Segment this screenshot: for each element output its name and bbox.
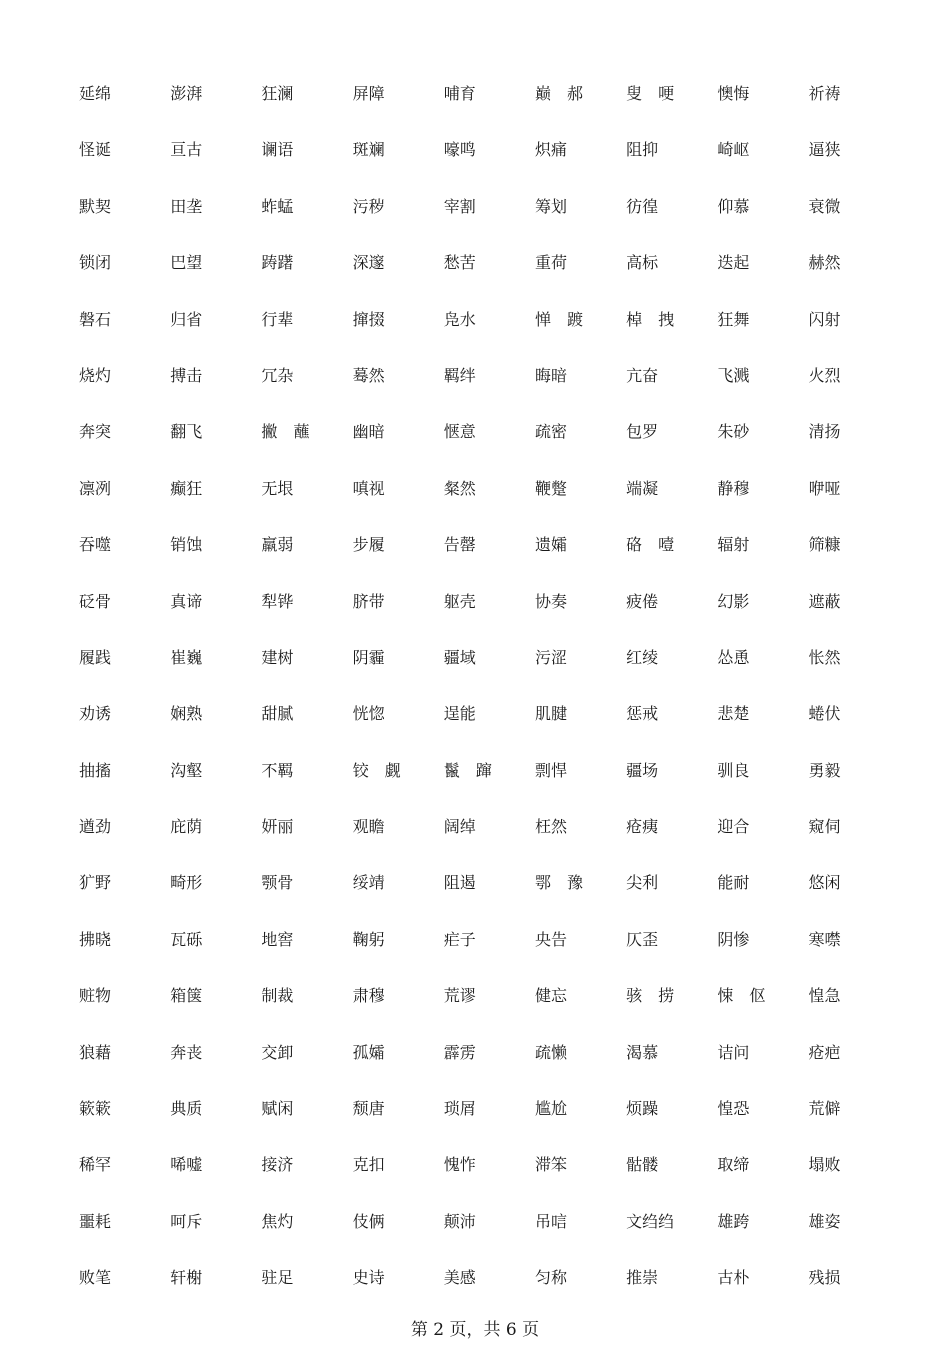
vocabulary-word: 诘问 (717, 1042, 750, 1062)
vocabulary-word: 巴望 (170, 253, 203, 273)
vocabulary-word: 嗔视 (352, 478, 385, 498)
vocabulary-word: 驯良 (717, 760, 750, 780)
vocabulary-word: 残损 (808, 1268, 841, 1288)
vocabulary-word: 伎俩 (352, 1211, 385, 1231)
vocabulary-word: 绥靖 (352, 873, 385, 893)
vocabulary-word: 飞溅 (717, 365, 750, 385)
vocabulary-word: 羁绊 (443, 365, 476, 385)
vocabulary-word: 颠沛 (443, 1211, 476, 1231)
vocabulary-word: 重荷 (534, 253, 567, 273)
vocabulary-word: 协奏 (534, 591, 567, 611)
vocabulary-word: 悠闲 (808, 873, 841, 893)
vocabulary-word: 崎岖 (717, 140, 750, 160)
vocabulary-word: 惶急 (808, 986, 841, 1006)
vocabulary-word: 赫然 (808, 253, 841, 273)
vocabulary-word: 疆场 (626, 760, 659, 780)
vocabulary-word: 锁闭 (79, 253, 112, 273)
vocabulary-word: 拂晓 (79, 929, 112, 949)
vocabulary-word: 亘古 (170, 140, 203, 160)
vocabulary-word: 冗杂 (261, 365, 294, 385)
vocabulary-word: 狂澜 (261, 84, 294, 103)
vocabulary-word: 取缔 (717, 1155, 750, 1175)
vocabulary-word: 污涩 (534, 647, 567, 667)
vocabulary-word: 沟壑 (170, 760, 203, 780)
vocabulary-word: 文绉绉 (626, 1211, 675, 1231)
vocabulary-word: 地窖 (261, 929, 294, 949)
vocabulary-word: 骷髅 (626, 1155, 659, 1175)
vocabulary-word: 美感 (443, 1268, 476, 1288)
vocabulary-word: 渴慕 (626, 1042, 659, 1062)
vocabulary-word: 琐屑 (443, 1099, 476, 1119)
vocabulary-word: 剽悍 (534, 760, 567, 780)
vocabulary-word: 鞠躬 (352, 929, 385, 949)
vocabulary-word: 澎湃 (170, 84, 203, 103)
vocabulary-word: 建树 (261, 647, 294, 667)
vocabulary-word: 烦躁 (626, 1099, 659, 1119)
vocabulary-word: 典质 (170, 1099, 203, 1119)
vocabulary-word: 嚎鸣 (443, 140, 476, 160)
vocabulary-word: 雄跨 (717, 1211, 750, 1231)
vocabulary-word: 凫水 (443, 309, 476, 329)
vocabulary-word: 瓦砾 (170, 929, 203, 949)
vocabulary-word: 蚱蜢 (261, 196, 294, 216)
vocabulary-word: 犁铧 (261, 591, 294, 611)
vocabulary-word: 凛冽 (79, 478, 112, 498)
vocabulary-word: 懊悔 (717, 84, 750, 103)
vocabulary-word: 田垄 (170, 196, 203, 216)
vocabulary-word: 阴惨 (717, 929, 750, 949)
vocabulary-word: 疲倦 (626, 591, 659, 611)
vocabulary-word: 阴霾 (352, 647, 385, 667)
vocabulary-word: 磐石 (79, 309, 112, 329)
vocabulary-word: 筹划 (534, 196, 567, 216)
vocabulary-word: 疮痍 (626, 817, 659, 837)
vocabulary-word: 骇 捞 (626, 986, 675, 1006)
vocabulary-word: 箱箧 (170, 986, 203, 1006)
vocabulary-word: 吞噬 (79, 535, 112, 555)
vocabulary-word: 荒僻 (808, 1099, 841, 1119)
vocabulary-word: 辐射 (717, 535, 750, 555)
vocabulary-word: 崔巍 (170, 647, 203, 667)
vocabulary-word: 火烈 (808, 365, 841, 385)
vocabulary-word: 幽暗 (352, 422, 385, 442)
vocabulary-word: 悚 伛 (717, 986, 766, 1006)
vocabulary-word: 窥伺 (808, 817, 841, 837)
vocabulary-word: 驻足 (261, 1268, 294, 1288)
vocabulary-word: 癫狂 (170, 478, 203, 498)
vocabulary-word: 怂恿 (717, 647, 750, 667)
vocabulary-word: 屏障 (352, 84, 385, 103)
vocabulary-word: 铰 觑 (352, 760, 401, 780)
vocabulary-word: 甜腻 (261, 704, 294, 724)
vocabulary-word: 幻影 (717, 591, 750, 611)
vocabulary-word: 败笔 (79, 1268, 112, 1288)
vocabulary-word: 观瞻 (352, 817, 385, 837)
vocabulary-word: 蜷伏 (808, 704, 841, 724)
vocabulary-word: 孤孀 (352, 1042, 385, 1062)
vocabulary-word: 怪诞 (79, 140, 112, 160)
vocabulary-word: 颚骨 (261, 873, 294, 893)
vocabulary-word: 叟 哽 (626, 84, 675, 103)
vocabulary-word: 焦灼 (261, 1211, 294, 1231)
vocabulary-word: 雄姿 (808, 1211, 841, 1231)
vocabulary-word: 撺掇 (352, 309, 385, 329)
vocabulary-word: 归省 (170, 309, 203, 329)
vocabulary-word: 高标 (626, 253, 659, 273)
vocabulary-word: 肌腱 (534, 704, 567, 724)
vocabulary-word: 愧怍 (443, 1155, 476, 1175)
vocabulary-word: 劝诱 (79, 704, 112, 724)
vocabulary-word: 羸弱 (261, 535, 294, 555)
vocabulary-word: 肃穆 (352, 986, 385, 1006)
vocabulary-word: 制裁 (261, 986, 294, 1006)
vocabulary-word: 推崇 (626, 1268, 659, 1288)
vocabulary-word: 清扬 (808, 422, 841, 442)
vocabulary-word: 踌躇 (261, 253, 294, 273)
vocabulary-word: 唏嘘 (170, 1155, 203, 1175)
vocabulary-word: 阔绰 (443, 817, 476, 837)
vocabulary-word: 荒谬 (443, 986, 476, 1006)
vocabulary-word: 祈祷 (808, 84, 841, 103)
page-number-footer: 第 2 页，共 6 页 (410, 1320, 540, 1340)
vocabulary-word: 遗孀 (534, 535, 567, 555)
vocabulary-word: 愁苦 (443, 253, 476, 273)
vocabulary-word: 能耐 (717, 873, 750, 893)
vocabulary-word: 无垠 (261, 478, 294, 498)
vocabulary-word: 遮蔽 (808, 591, 841, 611)
vocabulary-word: 霹雳 (443, 1042, 476, 1062)
vocabulary-word: 疟子 (443, 929, 476, 949)
vocabulary-word: 克扣 (352, 1155, 385, 1175)
vocabulary-word: 匀称 (534, 1268, 567, 1288)
vocabulary-word: 彷徨 (626, 196, 659, 216)
vocabulary-word: 惶恐 (717, 1099, 750, 1119)
vocabulary-word: 朱砂 (717, 422, 750, 442)
vocabulary-word: 污秽 (352, 196, 385, 216)
vocabulary-word: 惩戒 (626, 704, 659, 724)
vocabulary-word: 奔丧 (170, 1042, 203, 1062)
vocabulary-word: 逼狭 (808, 140, 841, 160)
vocabulary-word: 塌败 (808, 1155, 841, 1175)
vocabulary-word: 呵斥 (170, 1211, 203, 1231)
vocabulary-word: 史诗 (352, 1268, 385, 1288)
vocabulary-word: 宰割 (443, 196, 476, 216)
vocabulary-word: 悲楚 (717, 704, 750, 724)
vocabulary-word: 遒劲 (79, 817, 112, 837)
vocabulary-word: 行辈 (261, 309, 294, 329)
vocabulary-word: 搏击 (170, 365, 203, 385)
vocabulary-word: 健忘 (534, 986, 567, 1006)
vocabulary-word: 红绫 (626, 647, 659, 667)
vocabulary-word: 疏懒 (534, 1042, 567, 1062)
vocabulary-word: 尖利 (626, 873, 659, 893)
vocabulary-word: 仰慕 (717, 196, 750, 216)
vocabulary-word: 狂舞 (717, 309, 750, 329)
vocabulary-word: 不羁 (261, 760, 294, 780)
vocabulary-word: 履践 (79, 647, 112, 667)
vocabulary-word: 静穆 (717, 478, 750, 498)
vocabulary-word: 颓唐 (352, 1099, 385, 1119)
vocabulary-word: 告罄 (443, 535, 476, 555)
vocabulary-word: 犷野 (79, 873, 112, 893)
vocabulary-word: 躯壳 (443, 591, 476, 611)
vocabulary-word: 赃物 (79, 986, 112, 1006)
vocabulary-word: 晦暗 (534, 365, 567, 385)
vocabulary-word: 深邃 (352, 253, 385, 273)
vocabulary-word: 端凝 (626, 478, 659, 498)
vocabulary-word: 闪射 (808, 309, 841, 329)
vocabulary-word: 稀罕 (79, 1155, 112, 1175)
vocabulary-word: 疆域 (443, 647, 476, 667)
vocabulary-word: 鞭蹩 (534, 478, 567, 498)
vocabulary-word: 畸形 (170, 873, 203, 893)
vocabulary-word: 包罗 (626, 422, 659, 442)
vocabulary-word: 赋闲 (261, 1099, 294, 1119)
vocabulary-word: 谰语 (261, 140, 294, 160)
vocabulary-word: 吊唁 (534, 1211, 567, 1231)
vocabulary-word: 枉然 (534, 817, 567, 837)
vocabulary-word: 棹 拽 (626, 309, 675, 329)
vocabulary-word: 真谛 (170, 591, 203, 611)
vocabulary-word: 衰微 (808, 196, 841, 216)
vocabulary-word: 恍惚 (352, 704, 385, 724)
vocabulary-word: 央告 (534, 929, 567, 949)
vocabulary-word: 怅然 (808, 647, 841, 667)
vocabulary-word: 默契 (79, 196, 112, 216)
vocabulary-word: 斑斓 (352, 140, 385, 160)
vocabulary-word: 烧灼 (79, 365, 112, 385)
vocabulary-word: 轩榭 (170, 1268, 203, 1288)
vocabulary-word: 筛糠 (808, 535, 841, 555)
vocabulary-word: 惬意 (443, 422, 476, 442)
vocabulary-word: 鬣 蹿 (443, 760, 492, 780)
vocabulary-word: 销蚀 (170, 535, 203, 555)
vocabulary-word: 仄歪 (626, 929, 659, 949)
vocabulary-word: 疮疤 (808, 1042, 841, 1062)
vocabulary-word: 蓦然 (352, 365, 385, 385)
vocabulary-word: 撇 蘸 (261, 422, 310, 442)
vocabulary-word: 狼藉 (79, 1042, 112, 1062)
vocabulary-word: 接济 (261, 1155, 294, 1175)
vocabulary-word: 簌簌 (79, 1099, 112, 1119)
vocabulary-word: 庇荫 (170, 817, 203, 837)
vocabulary-word: 翻飞 (170, 422, 203, 442)
vocabulary-word: 粲然 (443, 478, 476, 498)
vocabulary-word: 炽痛 (534, 140, 567, 160)
vocabulary-word: 阻遏 (443, 873, 476, 893)
vocabulary-word: 抽搐 (79, 760, 112, 780)
vocabulary-word: 奔突 (79, 422, 112, 442)
vocabulary-word: 脐带 (352, 591, 385, 611)
vocabulary-word: 迎合 (717, 817, 750, 837)
vocabulary-word: 巅 郝 (534, 84, 583, 103)
vocabulary-word: 砭骨 (79, 591, 112, 611)
vocabulary-word: 妍丽 (261, 817, 294, 837)
vocabulary-word: 咿哑 (808, 478, 841, 498)
vocabulary-word: 鄂 豫 (534, 873, 583, 893)
vocabulary-word: 古朴 (717, 1268, 750, 1288)
vocabulary-word: 延绵 (79, 84, 112, 103)
vocabulary-word: 滞笨 (534, 1155, 567, 1175)
vocabulary-word-grid (79, 80, 879, 1321)
vocabulary-word: 交卸 (261, 1042, 294, 1062)
vocabulary-word: 噩耗 (79, 1211, 112, 1231)
vocabulary-word: 尴尬 (534, 1099, 567, 1119)
vocabulary-word: 硌 噎 (626, 535, 675, 555)
vocabulary-word: 阻抑 (626, 140, 659, 160)
vocabulary-word: 寒噤 (808, 929, 841, 949)
vocabulary-word: 迭起 (717, 253, 750, 273)
vocabulary-word: 亢奋 (626, 365, 659, 385)
vocabulary-word: 勇毅 (808, 760, 841, 780)
vocabulary-word: 疏密 (534, 422, 567, 442)
vocabulary-word: 惮 踱 (534, 309, 583, 329)
vocabulary-word: 娴熟 (170, 704, 203, 724)
vocabulary-word: 步履 (352, 535, 385, 555)
vocabulary-word: 哺育 (443, 84, 476, 103)
vocabulary-word: 逞能 (443, 704, 476, 724)
